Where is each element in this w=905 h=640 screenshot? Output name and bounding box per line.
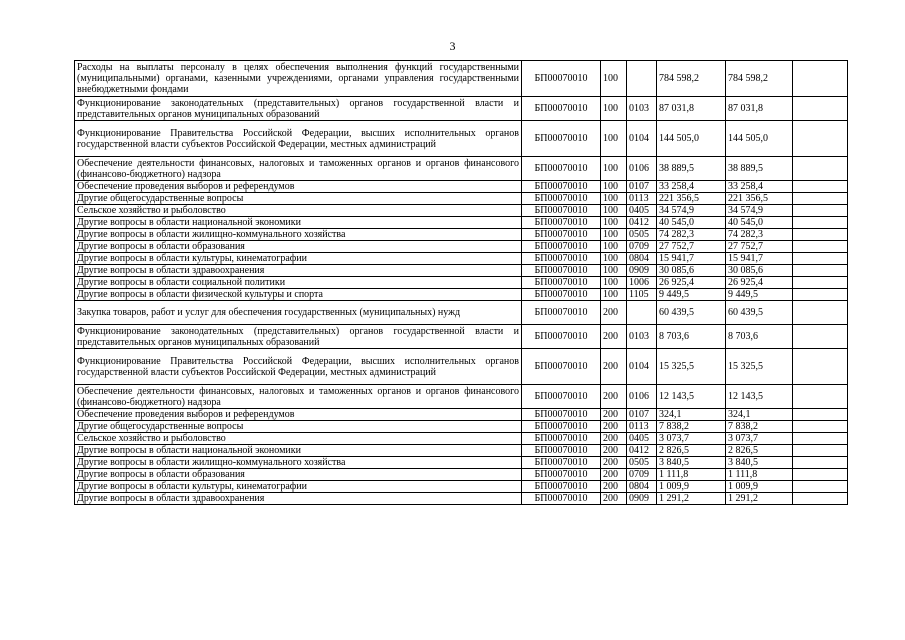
expense-type-cell: 100 — [601, 277, 627, 289]
amount-cell: 784 598,2 — [657, 61, 726, 97]
target-code-cell: БП00070010 — [522, 289, 601, 301]
amount-cell: 34 574,9 — [657, 205, 726, 217]
amount-cell: 40 545,0 — [657, 217, 726, 229]
expense-type-cell: 100 — [601, 253, 627, 265]
target-code-cell: БП00070010 — [522, 253, 601, 265]
empty-cell — [793, 445, 848, 457]
row-name-cell: Другие вопросы в области национальной экономики — [75, 217, 522, 229]
section-code-cell: 0804 — [627, 481, 657, 493]
amount-cell: 324,1 — [657, 409, 726, 421]
amount-approved-cell: 8 703,6 — [726, 325, 793, 349]
empty-cell — [793, 241, 848, 253]
expense-type-cell: 200 — [601, 409, 627, 421]
row-name-cell: Другие вопросы в области образования — [75, 469, 522, 481]
empty-cell — [793, 253, 848, 265]
amount-approved-cell: 15 941,7 — [726, 253, 793, 265]
table-row — [75, 157, 848, 181]
section-code-cell: 0909 — [627, 265, 657, 277]
section-code-cell: 0107 — [627, 181, 657, 193]
amount-approved-cell: 33 258,4 — [726, 181, 793, 193]
amount-approved-cell: 74 282,3 — [726, 229, 793, 241]
expense-type-cell: 200 — [601, 481, 627, 493]
empty-cell — [793, 121, 848, 157]
expense-type-cell: 100 — [601, 217, 627, 229]
row-name-cell: Другие вопросы в области социальной политики — [75, 277, 522, 289]
empty-cell — [793, 205, 848, 217]
amount-approved-cell: 27 752,7 — [726, 241, 793, 253]
target-code-cell: БП00070010 — [522, 457, 601, 469]
table-row — [75, 181, 848, 193]
table-row — [75, 241, 848, 253]
empty-cell — [793, 193, 848, 205]
amount-approved-cell: 3 073,7 — [726, 433, 793, 445]
expense-type-cell: 200 — [601, 349, 627, 385]
target-code-cell: БП00070010 — [522, 61, 601, 97]
target-code-cell: БП00070010 — [522, 433, 601, 445]
amount-approved-cell: 221 356,5 — [726, 193, 793, 205]
table-row — [75, 289, 848, 301]
section-code-cell: 0107 — [627, 409, 657, 421]
target-code-cell: БП00070010 — [522, 301, 601, 325]
expense-type-cell: 100 — [601, 193, 627, 205]
table-row — [75, 97, 848, 121]
section-code-cell — [627, 61, 657, 97]
target-code-cell: БП00070010 — [522, 445, 601, 457]
amount-approved-cell: 7 838,2 — [726, 421, 793, 433]
amount-cell: 3 073,7 — [657, 433, 726, 445]
table-row — [75, 217, 848, 229]
amount-cell: 12 143,5 — [657, 385, 726, 409]
empty-cell — [793, 301, 848, 325]
target-code-cell: БП00070010 — [522, 229, 601, 241]
section-code-cell: 1105 — [627, 289, 657, 301]
empty-cell — [793, 325, 848, 349]
section-code-cell: 0405 — [627, 205, 657, 217]
empty-cell — [793, 493, 848, 505]
empty-cell — [793, 457, 848, 469]
amount-approved-cell: 784 598,2 — [726, 61, 793, 97]
amount-cell: 1 009,9 — [657, 481, 726, 493]
table-row — [75, 409, 848, 421]
amount-cell: 221 356,5 — [657, 193, 726, 205]
table-row — [75, 469, 848, 481]
empty-cell — [793, 385, 848, 409]
amount-approved-cell: 3 840,5 — [726, 457, 793, 469]
amount-cell: 87 031,8 — [657, 97, 726, 121]
empty-cell — [793, 289, 848, 301]
target-code-cell: БП00070010 — [522, 121, 601, 157]
expense-type-cell: 100 — [601, 121, 627, 157]
row-name-cell: Другие вопросы в области жилищно-коммунального хозяйства — [75, 457, 522, 469]
empty-cell — [793, 61, 848, 97]
amount-cell: 33 258,4 — [657, 181, 726, 193]
amount-cell: 2 826,5 — [657, 445, 726, 457]
expense-type-cell: 100 — [601, 241, 627, 253]
expense-type-cell: 100 — [601, 289, 627, 301]
target-code-cell: БП00070010 — [522, 385, 601, 409]
amount-cell: 8 703,6 — [657, 325, 726, 349]
target-code-cell: БП00070010 — [522, 205, 601, 217]
amount-approved-cell: 324,1 — [726, 409, 793, 421]
amount-cell: 30 085,6 — [657, 265, 726, 277]
row-name-cell: Другие вопросы в области жилищно-коммунального хозяйства — [75, 229, 522, 241]
target-code-cell: БП00070010 — [522, 469, 601, 481]
target-code-cell: БП00070010 — [522, 325, 601, 349]
amount-cell: 1 291,2 — [657, 493, 726, 505]
section-code-cell — [627, 301, 657, 325]
empty-cell — [793, 217, 848, 229]
table-row — [75, 229, 848, 241]
section-code-cell: 0104 — [627, 349, 657, 385]
expense-type-cell: 200 — [601, 301, 627, 325]
amount-cell: 60 439,5 — [657, 301, 726, 325]
amount-approved-cell: 30 085,6 — [726, 265, 793, 277]
expense-type-cell: 100 — [601, 229, 627, 241]
section-code-cell: 0505 — [627, 457, 657, 469]
amount-cell: 38 889,5 — [657, 157, 726, 181]
budget-table — [74, 60, 848, 505]
table-row — [75, 277, 848, 289]
expense-type-cell: 200 — [601, 469, 627, 481]
amount-cell: 27 752,7 — [657, 241, 726, 253]
table-row — [75, 481, 848, 493]
table-row — [75, 457, 848, 469]
target-code-cell: БП00070010 — [522, 481, 601, 493]
empty-cell — [793, 97, 848, 121]
amount-approved-cell: 1 291,2 — [726, 493, 793, 505]
expense-type-cell: 100 — [601, 157, 627, 181]
empty-cell — [793, 469, 848, 481]
section-code-cell: 0104 — [627, 121, 657, 157]
amount-approved-cell: 9 449,5 — [726, 289, 793, 301]
row-name-cell: Функционирование законодательных (представительных) органов государственной власти и представительных органов муниципальных образований — [75, 97, 522, 121]
target-code-cell: БП00070010 — [522, 409, 601, 421]
row-name-cell: Другие вопросы в области культуры, кинематографии — [75, 253, 522, 265]
expense-type-cell: 100 — [601, 205, 627, 217]
empty-cell — [793, 229, 848, 241]
empty-cell — [793, 265, 848, 277]
table-row — [75, 193, 848, 205]
empty-cell — [793, 481, 848, 493]
target-code-cell: БП00070010 — [522, 157, 601, 181]
amount-approved-cell: 40 545,0 — [726, 217, 793, 229]
empty-cell — [793, 421, 848, 433]
target-code-cell: БП00070010 — [522, 277, 601, 289]
row-name-cell: Другие вопросы в области культуры, кинематографии — [75, 481, 522, 493]
amount-cell: 74 282,3 — [657, 229, 726, 241]
table-body — [75, 61, 848, 505]
target-code-cell: БП00070010 — [522, 193, 601, 205]
row-name-cell: Другие общегосударственные вопросы — [75, 421, 522, 433]
target-code-cell: БП00070010 — [522, 97, 601, 121]
target-code-cell: БП00070010 — [522, 421, 601, 433]
amount-cell: 144 505,0 — [657, 121, 726, 157]
expense-type-cell: 100 — [601, 97, 627, 121]
amount-cell: 15 325,5 — [657, 349, 726, 385]
amount-cell: 1 111,8 — [657, 469, 726, 481]
table-row — [75, 61, 848, 97]
table-row — [75, 493, 848, 505]
amount-approved-cell: 34 574,9 — [726, 205, 793, 217]
section-code-cell: 0405 — [627, 433, 657, 445]
expense-type-cell: 200 — [601, 445, 627, 457]
expense-type-cell: 100 — [601, 181, 627, 193]
expense-type-cell: 200 — [601, 325, 627, 349]
amount-approved-cell: 144 505,0 — [726, 121, 793, 157]
table-row — [75, 325, 848, 349]
amount-cell: 15 941,7 — [657, 253, 726, 265]
table-row — [75, 433, 848, 445]
amount-approved-cell: 15 325,5 — [726, 349, 793, 385]
row-name-cell: Функционирование Правительства Российской Федерации, высших исполнительных органов государственной власти субъектов Российской Федерации, местных администраций — [75, 349, 522, 385]
section-code-cell: 0103 — [627, 325, 657, 349]
row-name-cell: Расходы на выплаты персоналу в целях обеспечения выполнения функций государственными (муниципальными) органами, казенными учреждениями, органами управления государственными внебюджетными фондами — [75, 61, 522, 97]
table-row — [75, 349, 848, 385]
empty-cell — [793, 181, 848, 193]
row-name-cell: Другие вопросы в области здравоохранения — [75, 493, 522, 505]
target-code-cell: БП00070010 — [522, 217, 601, 229]
empty-cell — [793, 349, 848, 385]
amount-cell: 7 838,2 — [657, 421, 726, 433]
amount-approved-cell: 26 925,4 — [726, 277, 793, 289]
expense-type-cell: 100 — [601, 61, 627, 97]
section-code-cell: 0804 — [627, 253, 657, 265]
section-code-cell: 0505 — [627, 229, 657, 241]
section-code-cell: 0909 — [627, 493, 657, 505]
table-row — [75, 421, 848, 433]
page-number: 3 — [449, 39, 456, 53]
amount-approved-cell: 1 009,9 — [726, 481, 793, 493]
section-code-cell: 0709 — [627, 469, 657, 481]
expense-type-cell: 200 — [601, 421, 627, 433]
row-name-cell: Функционирование Правительства Российской Федерации, высших исполнительных органов государственной власти субъектов Российской Федерации, местных администраций — [75, 121, 522, 157]
table-row — [75, 253, 848, 265]
expense-type-cell: 200 — [601, 493, 627, 505]
amount-cell: 26 925,4 — [657, 277, 726, 289]
expense-type-cell: 100 — [601, 265, 627, 277]
section-code-cell: 1006 — [627, 277, 657, 289]
table-row — [75, 445, 848, 457]
row-name-cell: Обеспечение деятельности финансовых, налоговых и таможенных органов и органов финансового (финансово-бюджетного) надзора — [75, 385, 522, 409]
target-code-cell: БП00070010 — [522, 181, 601, 193]
row-name-cell: Сельское хозяйство и рыболовство — [75, 433, 522, 445]
table-row — [75, 205, 848, 217]
amount-approved-cell: 2 826,5 — [726, 445, 793, 457]
section-code-cell: 0113 — [627, 193, 657, 205]
amount-approved-cell: 60 439,5 — [726, 301, 793, 325]
table-row — [75, 265, 848, 277]
amount-cell: 9 449,5 — [657, 289, 726, 301]
expense-type-cell: 200 — [601, 433, 627, 445]
row-name-cell: Обеспечение проведения выборов и референдумов — [75, 409, 522, 421]
target-code-cell: БП00070010 — [522, 493, 601, 505]
row-name-cell: Обеспечение проведения выборов и референдумов — [75, 181, 522, 193]
amount-approved-cell: 12 143,5 — [726, 385, 793, 409]
section-code-cell: 0709 — [627, 241, 657, 253]
empty-cell — [793, 277, 848, 289]
row-name-cell: Сельское хозяйство и рыболовство — [75, 205, 522, 217]
row-name-cell: Другие вопросы в области образования — [75, 241, 522, 253]
section-code-cell: 0103 — [627, 97, 657, 121]
empty-cell — [793, 433, 848, 445]
expense-type-cell: 200 — [601, 385, 627, 409]
table-row — [75, 121, 848, 157]
section-code-cell: 0113 — [627, 421, 657, 433]
table-row — [75, 301, 848, 325]
row-name-cell: Другие общегосударственные вопросы — [75, 193, 522, 205]
amount-approved-cell: 87 031,8 — [726, 97, 793, 121]
row-name-cell: Другие вопросы в области национальной экономики — [75, 445, 522, 457]
empty-cell — [793, 409, 848, 421]
target-code-cell: БП00070010 — [522, 349, 601, 385]
row-name-cell: Другие вопросы в области здравоохранения — [75, 265, 522, 277]
amount-approved-cell: 38 889,5 — [726, 157, 793, 181]
target-code-cell: БП00070010 — [522, 265, 601, 277]
section-code-cell: 0106 — [627, 157, 657, 181]
expense-type-cell: 200 — [601, 457, 627, 469]
section-code-cell: 0412 — [627, 445, 657, 457]
row-name-cell: Другие вопросы в области физической культуры и спорта — [75, 289, 522, 301]
empty-cell — [793, 157, 848, 181]
table-row — [75, 385, 848, 409]
row-name-cell: Закупка товаров, работ и услуг для обеспечения государственных (муниципальных) нужд — [75, 301, 522, 325]
section-code-cell: 0106 — [627, 385, 657, 409]
amount-cell: 3 840,5 — [657, 457, 726, 469]
row-name-cell: Функционирование законодательных (представительных) органов государственной власти и представительных органов муниципальных образований — [75, 325, 522, 349]
section-code-cell: 0412 — [627, 217, 657, 229]
target-code-cell: БП00070010 — [522, 241, 601, 253]
amount-approved-cell: 1 111,8 — [726, 469, 793, 481]
row-name-cell: Обеспечение деятельности финансовых, налоговых и таможенных органов и органов финансового (финансово-бюджетного) надзора — [75, 157, 522, 181]
